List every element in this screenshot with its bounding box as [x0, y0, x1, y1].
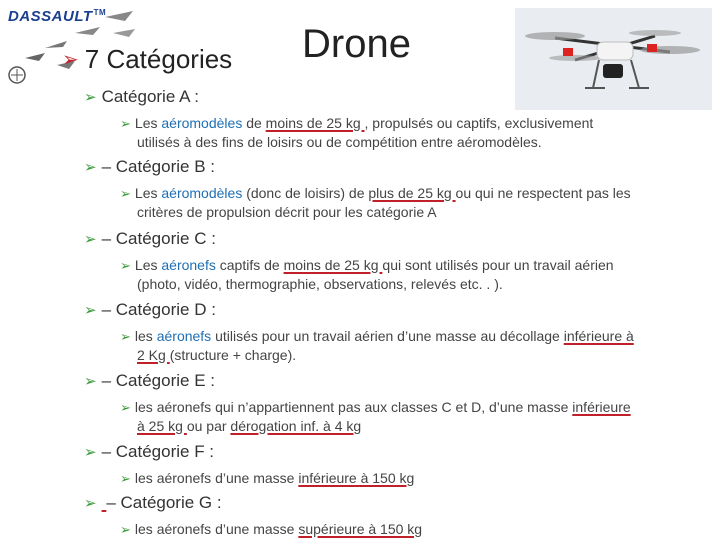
arrow-bullet-icon: ➢: [84, 495, 97, 512]
category-b-heading: ➢ – Catégorie B :: [84, 157, 215, 176]
arrow-bullet-icon: ➢: [120, 116, 131, 131]
category-f-description: ➢ les aéronefs d’une masse inférieure à 150 kg: [120, 470, 415, 486]
category-a-description: ➢ Les aéromodèles de moins de 25 kg , propulsés ou captifs, exclusivement utilisés à des fins de loisirs ou de compétition entre aéromodèles.: [120, 115, 594, 150]
brand-marks: TM: [93, 8, 107, 17]
arrow-bullet-icon: ➢: [120, 471, 131, 486]
arrow-bullet-icon: ➢: [120, 329, 131, 344]
arrow-bullet-icon: ➢: [84, 159, 97, 176]
category-g-description: ➢ les aéronefs d’une masse supérieure à 150 kg: [120, 521, 423, 537]
drone-image: [515, 8, 712, 110]
category-f-heading: ➢ – Catégorie F :: [84, 442, 215, 461]
category-b-description: ➢ Les aéromodèles (donc de loisirs) de plus de 25 kg ou qui ne respectent pas les critères de propulsion décrit pour les catégorie A: [120, 185, 631, 220]
category-c-description: ➢ Les aéronefs captifs de moins de 25 kg qui sont utilisés pour un travail aérien (photo, vidéo, thermographie, observations, relevés etc. . ).: [120, 257, 614, 292]
arrow-bullet-icon: ➢: [84, 231, 97, 248]
category-e-heading: ➢ – Catégorie E :: [84, 371, 215, 390]
category-g-heading: ➢ – Catégorie G :: [84, 493, 222, 512]
category-d-description: ➢ les aéronefs utilisés pour un travail aérien d’une masse au décollage inférieure à 2 Kg (structure + charge).: [120, 328, 634, 363]
brand-name: DASSAULT™: [8, 8, 107, 25]
arrow-bullet-icon: ➢: [120, 258, 131, 273]
arrow-bullet-icon: ➢: [84, 444, 97, 461]
arrow-bullet-icon: ➢: [84, 89, 97, 106]
page-title: ➢ 7 Catégories: [62, 44, 233, 74]
category-d-heading: ➢ – Catégorie D :: [84, 300, 216, 319]
category-e-description: ➢ les aéronefs qui n’appartiennent pas aux classes C et D, d’une masse inférieure à 25 kg ou par dérogation inf. à 4 kg: [120, 399, 631, 434]
arrow-bullet-icon: ➢: [120, 522, 131, 537]
arrow-bullet-icon: ➢: [84, 302, 97, 319]
arrow-bullet-icon: ➢: [120, 400, 131, 415]
category-a-heading: ➢ Catégorie A :: [84, 87, 199, 106]
quadcopter-icon: [515, 8, 712, 110]
page-heading: Drone: [302, 22, 411, 66]
arrow-bullet-icon: ➢: [84, 373, 97, 390]
arrow-bullet-icon: ➢: [120, 186, 131, 201]
category-c-heading: ➢ – Catégorie C :: [84, 229, 216, 248]
arrow-bullet-icon: ➢: [62, 49, 79, 71]
